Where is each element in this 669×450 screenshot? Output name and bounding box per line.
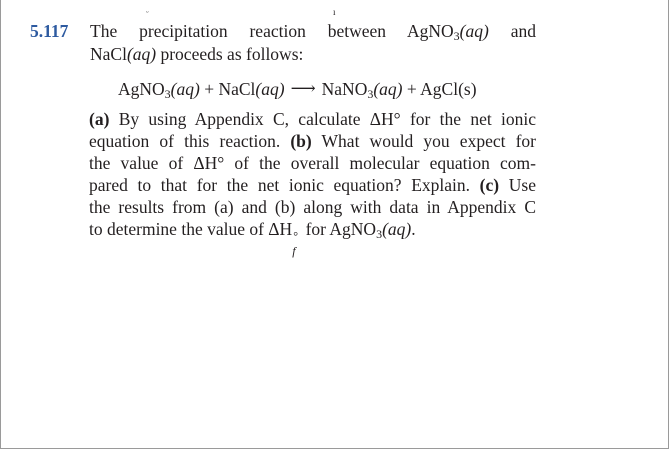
line1-text: The precipitation reaction between AgNO$_3$(aq) and (90, 21, 536, 43)
body-line-4: pared to that for the net ionic equation? Explain. (c) Use (89, 175, 536, 195)
problem-number: 5.117 (30, 21, 69, 41)
cut-mark-left: ᵕ (146, 7, 149, 17)
body-line-5: the results from (a) and (b) along with data in Appendix C (89, 197, 536, 217)
cut-mark-right: ı (333, 7, 336, 17)
problem-line-2: NaCl(aq) proceeds as follows: (90, 44, 304, 64)
problem-line-1 (30, 20, 536, 42)
body-line-1: (a) By using Appendix C, calculate ΔH° for the net ionic (89, 109, 536, 129)
reaction-arrow-icon: ⟶ (290, 78, 316, 98)
reaction-equation: AgNO$_3$(aq) + NaCl(aq) ⟶ NaNO$_3$(aq) + AgCl(s) (118, 78, 477, 101)
body-line-2: equation of this reaction. (b) What would you expect for (89, 131, 536, 151)
body-line-3: the value of ΔH° of the overall molecular equation com- (89, 153, 536, 173)
body-line-6: to determine the value of ΔH ° f for AgNO$_3$(aq). (89, 219, 416, 258)
